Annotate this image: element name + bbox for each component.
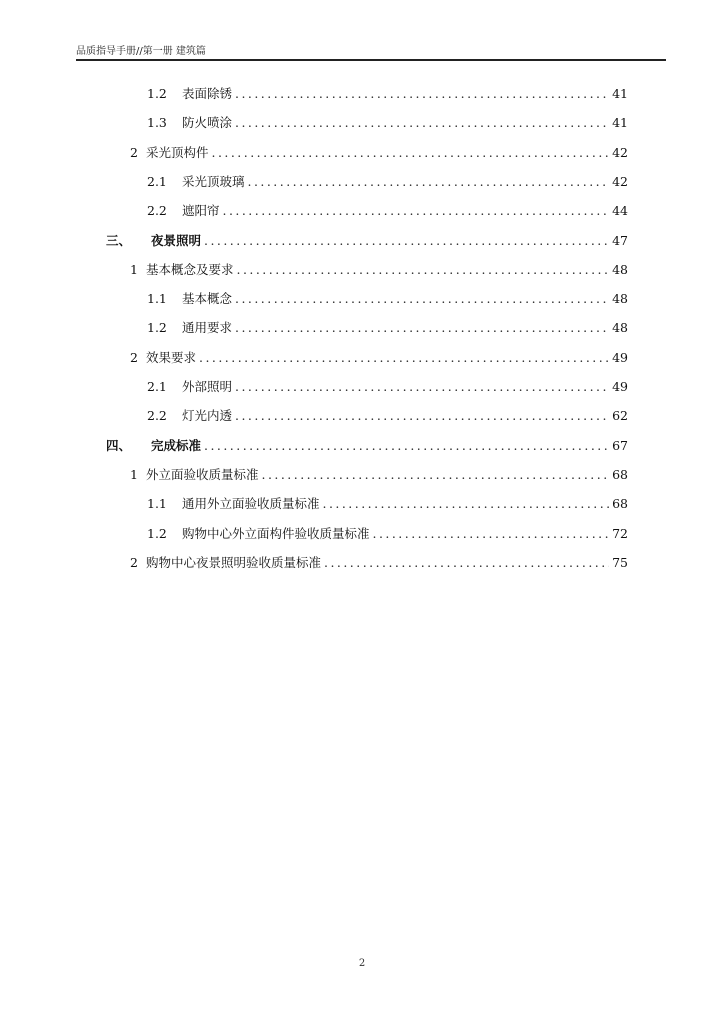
toc-entry[interactable] xyxy=(130,262,628,278)
toc-dot-leader xyxy=(212,145,610,161)
toc-dot-leader xyxy=(248,174,610,190)
toc-entry-number: 1 xyxy=(130,261,138,277)
toc-entry-page: 48 xyxy=(612,291,628,307)
toc-entry-number: 2.1 xyxy=(147,379,167,394)
toc-entry-number: 1.2 xyxy=(147,86,167,101)
toc-entry-page: 41 xyxy=(612,86,628,101)
toc-entry-title: 效果要求 xyxy=(146,349,197,365)
toc-entry-page: 44 xyxy=(612,203,628,219)
header-rule xyxy=(76,59,666,61)
toc-entry-page: 75 xyxy=(612,554,628,570)
toc-entry-number: 2.2 xyxy=(147,408,167,424)
toc-entry-page: 72 xyxy=(612,525,628,541)
toc-entry[interactable] xyxy=(147,174,628,190)
toc-entry-number: 2.1 xyxy=(147,173,167,189)
toc-entry-title: 完成标准 xyxy=(151,437,202,453)
toc-entry-number: 1.2 xyxy=(147,320,167,336)
toc-entry-title: 灯光内透 xyxy=(182,408,233,424)
toc-entry-page: 41 xyxy=(612,115,628,131)
toc-entry-title: 基本概念及要求 xyxy=(146,261,234,277)
toc-entry[interactable] xyxy=(106,438,628,454)
toc-entry-title: 通用要求 xyxy=(182,320,233,336)
toc-entry-page: 68 xyxy=(612,496,628,512)
toc-entry-page: 47 xyxy=(612,232,628,248)
toc-entry-title: 遮阳帘 xyxy=(182,203,220,219)
toc-entry-number: 2 xyxy=(130,554,138,570)
toc-entry[interactable] xyxy=(147,203,628,219)
toc-entry[interactable] xyxy=(130,350,628,366)
toc-entry-number: 1.1 xyxy=(147,291,167,307)
toc-entry-title: 外部照明 xyxy=(182,379,233,394)
toc-entry[interactable] xyxy=(130,145,628,161)
toc-entry[interactable] xyxy=(147,86,628,102)
toc-dot-leader xyxy=(235,86,609,102)
toc-dot-leader xyxy=(262,467,610,483)
toc-entry-title: 表面除锈 xyxy=(182,86,233,101)
toc-entry-number: 1.1 xyxy=(147,496,167,512)
toc-entry-page: 48 xyxy=(612,320,628,336)
toc-entry-page: 48 xyxy=(612,261,628,277)
toc-entry-title: 购物中心夜景照明验收质量标准 xyxy=(146,554,322,570)
toc-entry[interactable] xyxy=(147,291,628,307)
running-header: 品质指导手册//第一册 建筑篇 xyxy=(76,46,206,57)
toc-entry-number: 2.2 xyxy=(147,203,167,219)
toc-entry-number: 三、 xyxy=(106,232,132,248)
toc-dot-leader xyxy=(235,115,609,131)
toc-entry-title: 通用外立面验收质量标准 xyxy=(182,496,320,512)
toc-entry[interactable] xyxy=(147,526,628,542)
toc-entry-number: 1.3 xyxy=(147,115,167,131)
toc-entry-page: 49 xyxy=(612,379,628,394)
toc-entry-title: 防火喷涂 xyxy=(182,115,233,131)
toc-entry[interactable] xyxy=(147,115,628,131)
toc-entry-page: 67 xyxy=(612,437,628,453)
toc-dot-leader xyxy=(373,526,610,542)
toc-entry[interactable] xyxy=(147,408,628,424)
toc-dot-leader xyxy=(323,496,610,512)
toc-entry[interactable] xyxy=(130,467,628,483)
toc-dot-leader xyxy=(324,555,609,571)
toc-entry[interactable] xyxy=(106,233,628,249)
toc-dot-leader xyxy=(204,438,609,454)
toc-entry-page: 42 xyxy=(612,173,628,189)
toc-entry-number: 1.2 xyxy=(147,525,167,541)
toc-dot-leader xyxy=(223,203,610,219)
toc-entry-title: 外立面验收质量标准 xyxy=(146,466,259,482)
toc-entry[interactable] xyxy=(147,379,628,395)
toc-entry[interactable] xyxy=(130,555,628,571)
toc-entry-title: 采光顶玻璃 xyxy=(182,173,245,189)
toc-entry-page: 42 xyxy=(612,144,628,160)
toc-dot-leader xyxy=(199,350,609,366)
toc-entry-page: 62 xyxy=(612,408,628,424)
toc-dot-leader xyxy=(204,233,609,249)
toc-entry-number: 2 xyxy=(130,349,138,365)
toc-entry-title: 夜景照明 xyxy=(151,232,202,248)
toc-entry[interactable] xyxy=(147,496,628,512)
toc-entry-number: 2 xyxy=(130,144,138,160)
toc-dot-leader xyxy=(235,291,609,307)
toc-entry-page: 68 xyxy=(612,466,628,482)
toc-dot-leader xyxy=(235,320,609,336)
toc-dot-leader xyxy=(235,379,609,395)
toc-entry-number: 1 xyxy=(130,466,138,482)
page-number: 2 xyxy=(358,958,366,969)
toc-entry-page: 49 xyxy=(612,349,628,365)
toc-entry-title: 采光顶构件 xyxy=(146,144,209,160)
toc-entry-title: 基本概念 xyxy=(182,291,233,307)
toc-entry-number: 四、 xyxy=(106,437,132,453)
toc-dot-leader xyxy=(235,408,609,424)
toc-dot-leader xyxy=(237,262,610,278)
toc-entry-title: 购物中心外立面构件验收质量标准 xyxy=(182,525,370,541)
toc-entry[interactable] xyxy=(147,320,628,336)
